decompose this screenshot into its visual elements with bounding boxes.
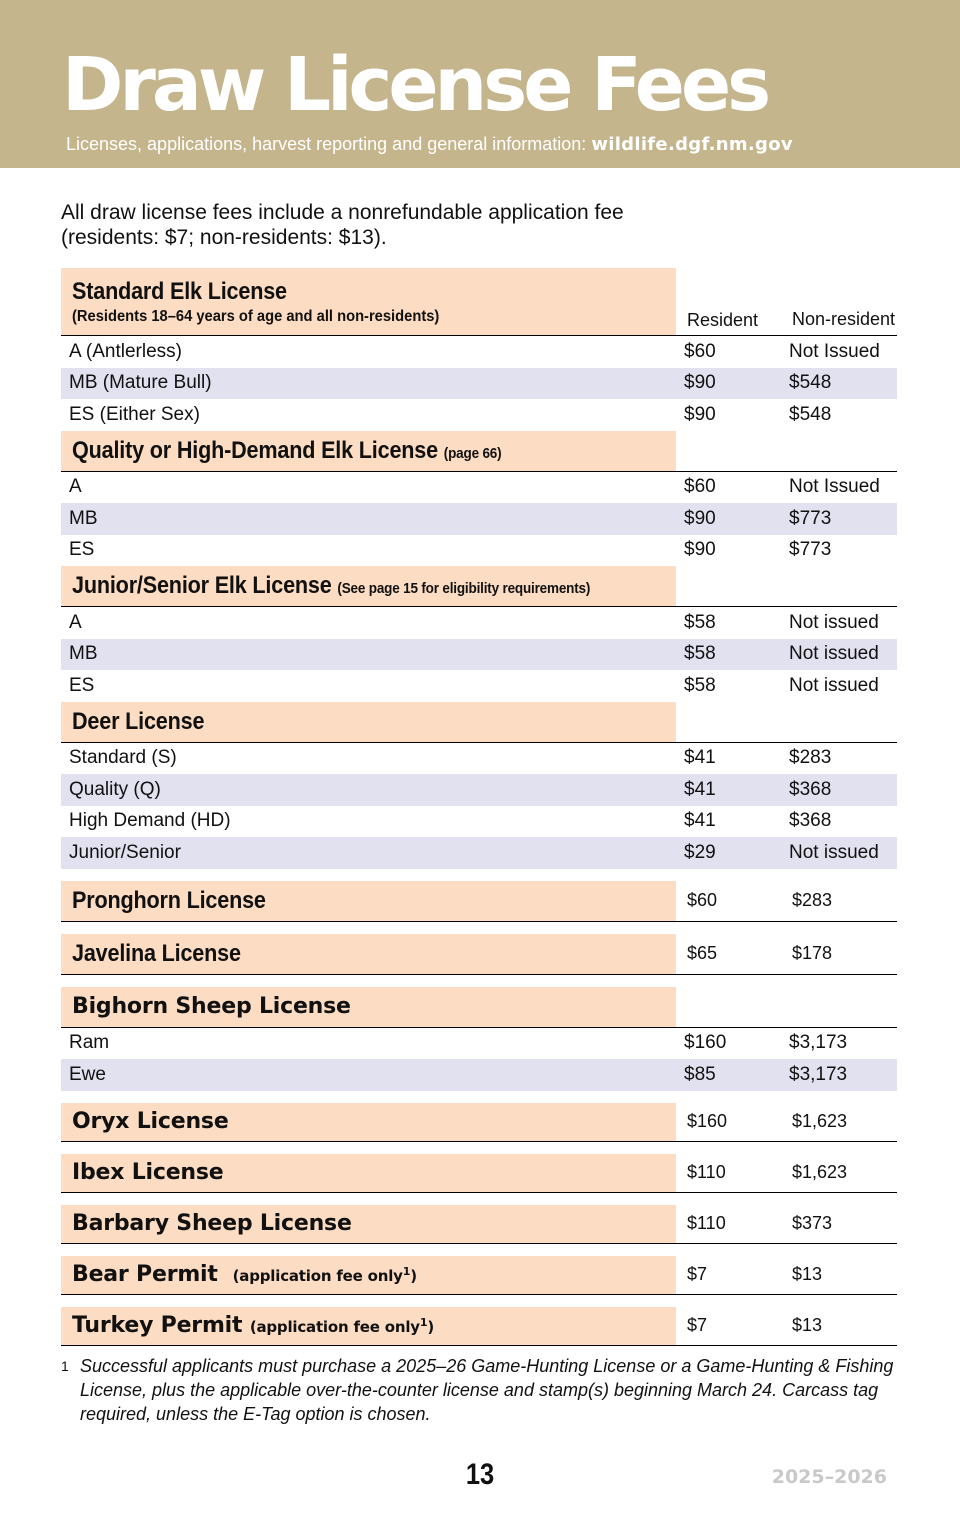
resident-fee: $160 <box>684 1032 727 1054</box>
nonresident-fee: Not issued <box>789 611 879 633</box>
nonresident-fee: Not issued <box>789 643 879 665</box>
nonresident-fee: $178 <box>792 943 833 963</box>
section-note: (application fee only <box>232 1267 403 1285</box>
footnote-marker: 1 <box>402 1265 411 1278</box>
section-title: Ibex License <box>72 1160 224 1185</box>
section-note: (page 66) <box>443 444 502 462</box>
resident-fee: $60 <box>687 890 718 910</box>
license-type: Ewe <box>69 1063 106 1085</box>
table-row <box>61 607 897 639</box>
nonresident-fee: $283 <box>792 890 833 910</box>
section-header-junior-senior-elk <box>61 566 897 607</box>
footnote-text: Successful applicants must purchase a 2025–26 Game-Hunting License or a Game-Hunting & Fishing License, plus the applicable over-the-counter license and stamp(s) beginning March 24. Carcass tag required, unless the E-Tag option is chosen. <box>80 1356 894 1424</box>
license-type: MB (Mature Bull) <box>69 372 212 394</box>
section-title: Pronghorn License <box>72 886 266 914</box>
resident-fee: $58 <box>684 674 716 696</box>
resident-fee: $60 <box>684 476 716 498</box>
nonresident-fee: $13 <box>792 1264 823 1284</box>
section-title: Barbary Sheep License <box>72 1211 352 1236</box>
table-row <box>61 743 897 775</box>
license-type: Junior/Senior <box>69 841 181 863</box>
intro-paragraph: All draw license fees include a nonrefundable application fee (residents: $7; non-residents: $13). <box>61 201 624 249</box>
license-type: ES <box>69 539 95 561</box>
section-header-pronghorn <box>61 881 897 922</box>
nonresident-fee: Not issued <box>789 841 879 863</box>
nonresident-fee: $283 <box>789 747 832 769</box>
section-note-end: ) <box>427 1318 435 1336</box>
resident-fee: $90 <box>684 507 716 529</box>
nonresident-fee: $548 <box>789 372 832 394</box>
page-number: 13 <box>465 1458 495 1491</box>
nonresident-fee: $3,173 <box>789 1032 848 1054</box>
nonresident-fee: Not Issued <box>789 476 880 498</box>
resident-fee: $110 <box>687 1162 726 1182</box>
section-header-standard-elk <box>61 268 897 336</box>
table-row <box>61 774 897 806</box>
license-type: MB <box>69 643 98 665</box>
column-header-nonresident: Non-resident <box>792 309 896 329</box>
table-row <box>61 670 897 702</box>
resident-fee: $58 <box>684 643 716 665</box>
section-header-oryx <box>61 1103 897 1142</box>
section-note: (application fee only <box>249 1318 420 1336</box>
header-subtitle <box>66 134 793 155</box>
resident-fee: $7 <box>687 1315 708 1335</box>
table-row <box>61 503 897 535</box>
nonresident-fee: $1,623 <box>792 1111 848 1131</box>
table-row <box>61 399 897 431</box>
section-subtitle: (Residents 18–64 years of age and all non-residents) <box>72 307 440 325</box>
edition-year: 2025–2026 <box>771 1466 887 1488</box>
section-header-bighorn-sheep <box>61 987 897 1028</box>
table-row <box>61 535 897 567</box>
nonresident-fee: Not Issued <box>789 340 880 362</box>
table-row <box>61 1059 897 1091</box>
footnote <box>61 1354 897 1426</box>
resident-fee: $41 <box>684 810 716 832</box>
license-type: Quality (Q) <box>69 778 161 800</box>
header-banner <box>0 0 960 168</box>
nonresident-fee: $13 <box>792 1315 823 1335</box>
footnote-number: 1 <box>61 1358 69 1374</box>
section-header-turkey-permit <box>61 1307 897 1346</box>
section-title: Turkey Permit <box>72 1313 243 1338</box>
license-type: MB <box>69 507 98 529</box>
resident-fee: $90 <box>684 372 716 394</box>
resident-fee: $110 <box>687 1213 726 1233</box>
table-row <box>61 368 897 400</box>
section-title: Junior/Senior Elk License <box>72 572 332 599</box>
table-row <box>61 1028 897 1060</box>
section-title: Bear Permit <box>72 1262 218 1287</box>
section-note: (See page 15 for eligibility requirements) <box>337 580 591 597</box>
table-row <box>61 837 897 869</box>
nonresident-fee: $3,173 <box>789 1063 848 1085</box>
license-type: ES <box>69 674 95 696</box>
footnote-marker: 1 <box>419 1316 428 1329</box>
nonresident-fee: $368 <box>789 778 832 800</box>
resident-fee: $160 <box>687 1111 728 1131</box>
section-title: Standard Elk License <box>72 277 287 305</box>
section-title: Deer License <box>72 707 205 735</box>
resident-fee: $65 <box>687 943 718 963</box>
section-header-deer <box>61 702 897 743</box>
fee-table <box>61 268 897 1346</box>
section-header-barbary-sheep <box>61 1205 897 1244</box>
nonresident-fee: $773 <box>789 507 832 529</box>
nonresident-fee: Not issued <box>789 674 879 696</box>
page-title: Draw License Fees <box>62 42 768 128</box>
section-title: Oryx License <box>72 1109 229 1134</box>
section-title: Bighorn Sheep License <box>72 994 351 1019</box>
resident-fee: $58 <box>684 611 716 633</box>
table-row <box>61 639 897 671</box>
resident-fee: $60 <box>684 340 716 362</box>
header-subtitle-text: Licenses, applications, harvest reporting and general information: <box>66 134 592 154</box>
section-header-ibex <box>61 1154 897 1193</box>
nonresident-fee: $1,623 <box>792 1162 848 1182</box>
section-header-javelina <box>61 934 897 975</box>
resident-fee: $29 <box>684 841 716 863</box>
resident-fee: $90 <box>684 539 716 561</box>
section-title: Javelina License <box>72 939 241 967</box>
column-header-resident: Resident <box>687 310 759 330</box>
license-type: A (Antlerless) <box>69 340 182 362</box>
nonresident-fee: $368 <box>789 810 832 832</box>
table-row <box>61 336 897 368</box>
nonresident-fee: $548 <box>789 403 832 425</box>
nonresident-fee: $373 <box>792 1213 833 1233</box>
section-title: Quality or High-Demand Elk License <box>72 436 438 464</box>
resident-fee: $90 <box>684 403 716 425</box>
resident-fee: $41 <box>684 747 716 769</box>
website-link[interactable]: wildlife.dgf.nm.gov <box>591 134 793 155</box>
license-type: Standard (S) <box>69 747 177 769</box>
nonresident-fee: $773 <box>789 539 832 561</box>
license-type: ES (Either Sex) <box>69 403 200 425</box>
resident-fee: $7 <box>687 1264 708 1284</box>
section-header-bear-permit <box>61 1256 897 1295</box>
license-type: A <box>69 611 82 633</box>
resident-fee: $41 <box>684 778 716 800</box>
license-type: A <box>69 476 82 498</box>
section-header-quality-elk <box>61 431 897 472</box>
table-row <box>61 806 897 838</box>
table-row <box>61 472 897 504</box>
section-note-end: ) <box>410 1267 417 1285</box>
license-type: High Demand (HD) <box>69 810 231 832</box>
resident-fee: $85 <box>684 1063 716 1085</box>
license-type: Ram <box>69 1032 110 1054</box>
